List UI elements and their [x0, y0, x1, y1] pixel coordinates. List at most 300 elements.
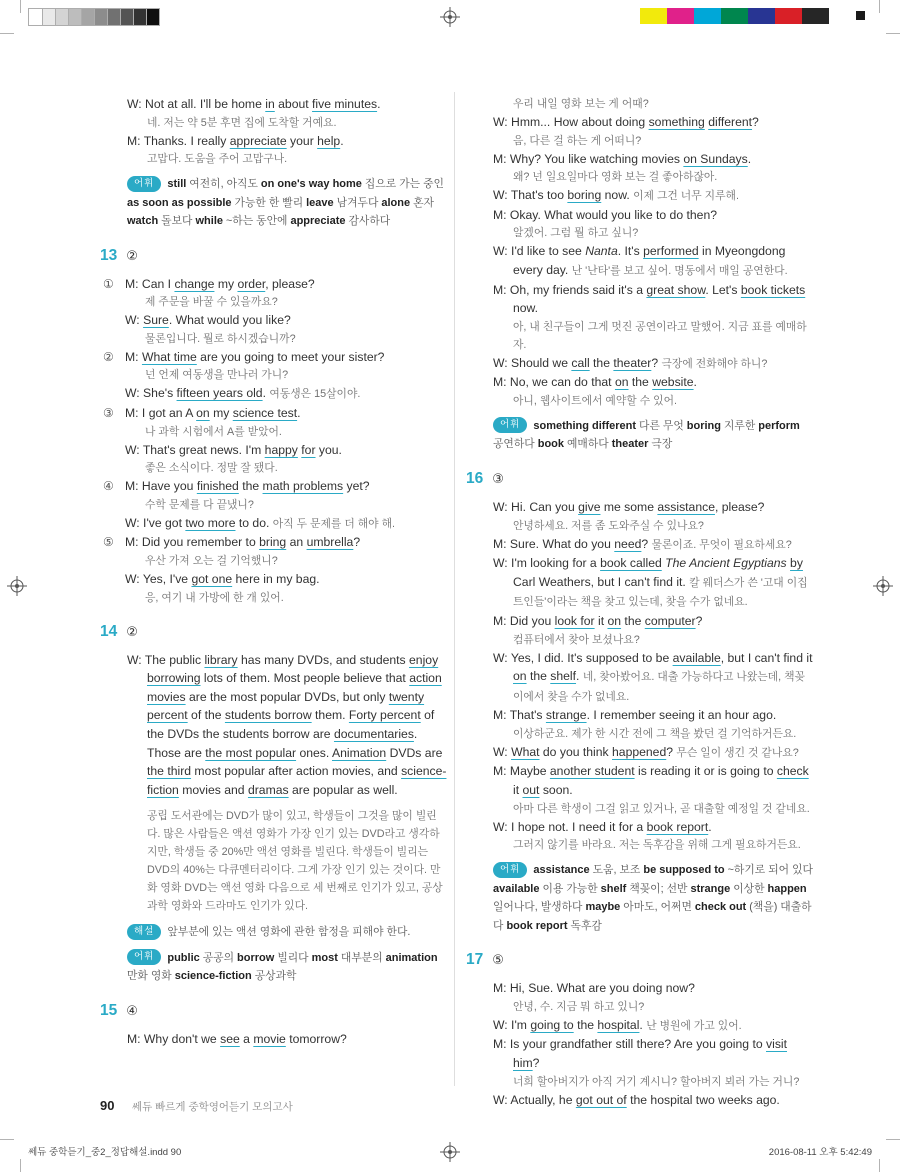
text-segment: M: Can I [125, 276, 175, 291]
text-segment: the [238, 479, 263, 494]
underlined-phrase: strange [545, 708, 587, 723]
text-segment: . [262, 386, 270, 401]
text-segment: . [377, 97, 381, 111]
registration-mark-icon [7, 576, 27, 596]
text-segment: are you going to meet your sister? [196, 349, 385, 364]
text-segment: the hospital two weeks ago. [626, 1092, 780, 1107]
text-segment: 독후감 [567, 919, 602, 932]
question-header [466, 469, 813, 489]
book-title: 쎄듀 빠르게 중학영어듣기 모의고사 [131, 1101, 293, 1113]
color-swatch [802, 8, 829, 24]
underlined-phrase: What [511, 744, 540, 759]
text-segment: 아마도, 어쩌면 [620, 901, 695, 914]
text-segment: of the DVDs the students borrow are [147, 708, 435, 741]
registration-mark-icon [440, 7, 460, 27]
text-segment: W: That's too [493, 188, 568, 203]
question-number: 16 [466, 469, 484, 487]
korean-translation: 아, 내 친구들이 그게 멋진 공연이라고 말했어. 지금 표를 예매하자. [513, 320, 807, 351]
underlined-phrase: Animation [331, 745, 387, 760]
grayscale-swatch [94, 9, 107, 25]
grayscale-swatch [68, 9, 81, 25]
text-segment: movies and [178, 782, 248, 797]
dialogue-line-english [466, 281, 813, 318]
text-segment: 칼 웨더스가 쓴 '고대 이집트인들'이라는 책을 찾고 있는데, 찾을 수가 없네요. [513, 576, 808, 609]
dialogue-line-english [100, 651, 447, 800]
text-segment: 이제 그건 너무 지루해. [633, 190, 739, 203]
text-segment: W: [493, 744, 512, 759]
color-swatch [775, 8, 802, 24]
grayscale-calibration-bar [28, 8, 160, 26]
text-segment: W: I'm looking for a [493, 556, 601, 571]
underlined-phrase: different [708, 115, 753, 129]
registration-mark-icon [873, 576, 893, 596]
grayscale-swatch [120, 9, 133, 25]
text-segment: . What would you like? [168, 313, 291, 328]
korean-translation: 이상하군요. 제가 한 시간 전에 그 책을 봤던 걸 기억하거든요. [513, 727, 797, 740]
text-segment: 지루한 [720, 419, 759, 432]
text-segment: 만화 영화 [127, 970, 175, 983]
underlined-phrase: documentaries [333, 727, 414, 741]
underlined-phrase: boring [567, 188, 602, 203]
crop-mark [20, 1159, 21, 1172]
korean-translation: 제 주문을 바꿀 수 있을까요? [145, 296, 278, 309]
vocab-term: something different [533, 419, 637, 432]
text-segment: 공연하다 [493, 438, 538, 451]
text-segment: W: Should we [493, 355, 572, 370]
right-column [466, 95, 813, 1109]
text-segment: 가능한 한 빨리 [231, 196, 307, 209]
text-segment: do you think [539, 744, 613, 759]
text-segment: the [526, 669, 551, 684]
text-segment: M: Oh, my friends said it's a [493, 282, 647, 297]
text-segment: M: No, we can do that [493, 375, 615, 390]
text-segment: . [708, 819, 712, 834]
underlined-phrase: by [790, 556, 803, 571]
underlined-phrase: appreciate [229, 133, 287, 148]
explanation-badge: 해설 [127, 924, 161, 940]
underlined-phrase: umbrella [306, 535, 354, 550]
underlined-phrase: got out of [575, 1092, 627, 1107]
vocab-term: perform [758, 419, 800, 432]
text-segment: the [621, 613, 645, 628]
dialogue-line-english [466, 706, 813, 725]
text-segment: ~하기로 되어 있다 [724, 864, 813, 877]
text-segment: M: Okay. What would you like to do then? [493, 207, 717, 222]
choice-item [100, 275, 447, 348]
text-segment: 아직 두 문제를 더 해야 해. [272, 517, 396, 530]
text-segment: . Those are [147, 727, 418, 760]
dialogue-line-english [466, 206, 813, 225]
text-segment: the [573, 1017, 598, 1032]
question-number: 14 [100, 622, 118, 640]
text-segment: 감사하다 [345, 215, 391, 228]
text-segment: , but I can't find it [720, 650, 813, 665]
vocab-badge: 어휘 [493, 417, 527, 433]
dialogue-line-english [125, 477, 447, 496]
color-swatch [721, 8, 748, 24]
dialogue-line-english [100, 132, 447, 151]
text-segment: here in my bag. [232, 572, 320, 587]
grayscale-swatch [42, 9, 55, 25]
grayscale-swatch [107, 9, 120, 25]
text-segment: W: The public [127, 652, 205, 667]
text-segment: ones. [296, 745, 332, 760]
left-column [100, 95, 447, 1048]
dialogue-line-english [466, 373, 813, 392]
text-segment: to do. [235, 515, 273, 530]
vocab-term: be supposed to [643, 864, 725, 877]
underlined-phrase: assistance [657, 499, 715, 514]
text-segment: M: That's [493, 708, 546, 723]
text-segment: M: [125, 349, 142, 364]
text-segment: 물론이죠. 무엇이 필요하세요? [651, 538, 792, 551]
underlined-phrase: for [301, 442, 316, 457]
underlined-phrase: check [776, 764, 809, 779]
korean-translation: 공립 도서관에는 DVD가 많이 있고, 학생들이 그것을 많이 빌린다. 많은 사람들은 액션 영화가 가장 인기 있는 DVD라고 생각하지만, 학생들 중 20%만 액션 영화를 빌린다. 학생들이 빌리는 DVD의 40%는 다큐멘터리이다. 그게 가장 인기 있는 것이다. 만화 영화 DVD는 액션 영화 다음으로 세 번째로 인기가 있고, 공상과학 영화와 드라마도 인기가 있다. [147, 810, 443, 913]
underlined-phrase: give [578, 499, 601, 514]
choice-content [125, 404, 447, 477]
vocab-term: shelf [600, 882, 627, 895]
text-segment: 일어나다, 발생하다 [493, 901, 586, 914]
underlined-phrase: performed [643, 244, 699, 259]
text-segment: is reading it or is going to [634, 764, 777, 779]
korean-translation: 넌 언제 여동생을 만나러 가니? [145, 369, 289, 382]
korean-translation: 알겠어. 그럼 뭘 하고 싶니? [513, 227, 639, 240]
text-segment: (책을) 대출하다 [493, 901, 812, 932]
underlined-phrase: Sure [143, 313, 169, 328]
text-segment: 극장 [648, 438, 673, 451]
text-segment: tomorrow? [285, 1031, 347, 1046]
question-number: 17 [466, 951, 484, 969]
underlined-phrase: got one [191, 572, 233, 587]
vocab-badge: 어휘 [493, 862, 527, 878]
text-segment: it [594, 613, 608, 628]
text-segment: yet? [343, 479, 370, 494]
dialogue-line-english [466, 979, 813, 998]
color-swatch [640, 8, 667, 24]
text-segment: W: I'd like to see [493, 244, 586, 259]
imprint-filename: 쎄듀 중학듣기_중2_정답해설.indd 90 [28, 1147, 182, 1158]
text-segment: W: Not at all. I'll be home [127, 97, 266, 111]
vocab-term: alone [381, 196, 411, 209]
text-segment: M: Have you [125, 479, 197, 494]
underlined-phrase: change [174, 276, 215, 291]
korean-translation: 좋은 소식이다. 정말 잘 됐다. [145, 462, 278, 475]
vocab-term: maybe [585, 901, 621, 914]
korean-translation: 왜? 넌 일요일마다 영화 보는 걸 좋아하잖아. [513, 171, 718, 184]
text-segment: 난 병원에 가고 있어. [646, 1019, 742, 1032]
text-segment: M: Why? You like watching movies [493, 151, 684, 166]
text-segment: W: Hi. Can you [493, 499, 579, 514]
text-segment: W: She's [125, 386, 177, 401]
vocab-term: while [195, 215, 223, 228]
dialogue-line-english [466, 554, 813, 612]
text-segment: my [209, 406, 233, 421]
choice-number: ① [103, 276, 114, 291]
text-segment: your [286, 133, 318, 148]
choice-number: ③ [103, 406, 114, 421]
vocab-term: on one's way home [260, 178, 362, 191]
answer-choice-mark: ② [126, 623, 138, 639]
underlined-phrase: happy [264, 442, 298, 457]
text-segment: has many DVDs, and students [237, 652, 410, 667]
korean-translation: 응, 여기 내 가방에 한 개 있어. [145, 591, 284, 604]
column-divider [454, 92, 455, 1086]
text-segment: M: Thanks. I really [127, 133, 230, 148]
color-swatch [694, 8, 721, 24]
underlined-phrase: bring [259, 535, 287, 550]
text-segment: 이상한 [730, 882, 768, 895]
choice-content [125, 275, 447, 348]
text-segment: 대부분의 [337, 951, 386, 964]
grayscale-swatch [133, 9, 146, 25]
korean-translation: 네. 저는 약 5분 후면 집에 도착할 거예요. [147, 116, 337, 129]
choice-content [125, 477, 447, 533]
underlined-phrase: great show [646, 282, 706, 297]
text-segment: W: Yes, I've [125, 572, 192, 587]
text-segment: W: Hmm... How about doing [493, 115, 649, 129]
korean-translation: 안녕, 수. 지금 뭐 하고 있니? [513, 1000, 645, 1013]
text-segment: an [286, 535, 307, 550]
dialogue-line-english [466, 498, 813, 517]
text-segment: . It's [617, 244, 644, 259]
text-segment: 다른 무엇 [636, 419, 687, 432]
explanation-block [100, 923, 447, 942]
question-header [100, 622, 447, 642]
underlined-phrase: students borrow [224, 708, 312, 723]
choice-content [125, 533, 447, 606]
underlined-phrase: visit him [513, 1037, 788, 1071]
text-segment: M: Why don't we [127, 1031, 221, 1046]
text-segment: M: I got an A [125, 406, 197, 421]
text-segment: soon. [539, 783, 573, 798]
text-segment: M: Sure. What do you [493, 536, 615, 551]
text-segment: W: Actually, he [493, 1092, 576, 1107]
text-segment: . [576, 669, 583, 684]
underlined-phrase: book report [646, 819, 709, 834]
underlined-phrase: math problems [262, 479, 344, 494]
korean-translation: 우리 내일 영화 보는 게 어때? [513, 98, 649, 110]
registration-mark-icon [440, 1142, 460, 1162]
korean-translation: 안녕하세요. 저를 좀 도와주실 수 있나요? [513, 519, 704, 532]
vocab-term: leave [306, 196, 334, 209]
underlined-phrase: finished [196, 479, 239, 494]
text-segment: 무슨 일이 생긴 것 같나요? [676, 746, 799, 759]
dialogue-line-english [125, 311, 447, 330]
text-segment: 도움, 보조 [589, 864, 644, 877]
underlined-phrase: available [672, 650, 721, 665]
vocab-block [100, 949, 447, 986]
text-segment: , please? [714, 499, 765, 514]
text-segment: 이용 가능한 [539, 882, 601, 895]
underlined-phrase: on Sundays [683, 151, 748, 166]
vocab-term: appreciate [290, 215, 346, 228]
vocab-term: as soon as possible [127, 196, 232, 209]
text-segment: 돌보다 [158, 215, 196, 228]
dialogue-line-english [100, 1030, 447, 1049]
korean-translation: 그러지 않기를 바라요. 저는 독후감을 위해 그게 필요하거든요. [513, 839, 801, 852]
underlined-phrase: hospital [597, 1017, 640, 1032]
crop-mark [886, 33, 900, 34]
underlined-phrase: computer [644, 613, 696, 628]
question-header [100, 246, 447, 266]
text-segment: a [239, 1031, 254, 1046]
text-segment: W: I've got [125, 515, 186, 530]
text-segment: now. [601, 188, 634, 203]
dialogue-line-english [466, 1016, 813, 1036]
crop-mark [0, 33, 14, 34]
underlined-phrase: order [237, 276, 266, 291]
underlined-phrase: book called [600, 556, 662, 571]
underlined-phrase: theater [613, 355, 652, 370]
choice-item [100, 533, 447, 606]
text-segment: 네, 찾아봤어요. 대출 가능하다고 나왔는데, 책꽂이에서 찾을 수가 없네요. [513, 671, 805, 703]
korean-translation: 아마 다른 학생이 그걸 읽고 있거나, 곧 대출할 예정일 것 같네요. [513, 802, 810, 815]
choice-content [125, 348, 447, 404]
underlined-phrase: book tickets [740, 282, 806, 297]
crop-mark [0, 1139, 14, 1140]
question-header [466, 950, 813, 970]
text-segment: now. [513, 301, 539, 316]
korean-translation: 우산 가져 오는 걸 기억했니? [145, 555, 278, 568]
text-segment: M: Maybe [493, 764, 550, 779]
choice-item [100, 348, 447, 404]
text-segment: my [214, 276, 238, 291]
dialogue-line-english [125, 514, 447, 534]
underlined-phrase: on [614, 375, 629, 390]
dialogue-line-english [125, 533, 447, 552]
text-segment: ? [641, 536, 652, 551]
text-segment: . [747, 151, 752, 166]
text-segment: W: I'm [493, 1017, 531, 1032]
text-segment: Carl Weathers, but I can't find it. [513, 574, 690, 589]
text-segment: 책꽂이; 선반 [626, 882, 691, 895]
vocab-term: boring [686, 419, 721, 432]
text-segment: 공상과학 [251, 970, 297, 983]
text-segment: 여동생은 15살이야. [269, 388, 361, 401]
dialogue-line-english [125, 348, 447, 367]
underlined-phrase: help [317, 133, 341, 148]
text-segment: me some [600, 499, 658, 514]
page-number: 90 [100, 1098, 115, 1113]
korean-translation: 컴퓨터에서 찾아 보셨나요? [513, 633, 640, 646]
text-segment: DVDs are [386, 745, 443, 760]
text-segment: about [274, 97, 313, 111]
underlined-phrase: call [571, 355, 590, 370]
choice-item [100, 404, 447, 477]
text-segment: 빌리다 [274, 951, 312, 964]
dialogue-line-english [100, 95, 447, 114]
dialogue-line-english [466, 818, 813, 837]
underlined-phrase: science-fiction [147, 764, 447, 797]
text-segment: 혼자 [410, 196, 434, 209]
text-segment: The Ancient Egyptians [665, 556, 787, 571]
color-bar-mini-square [856, 11, 865, 20]
dialogue-line-english [466, 113, 813, 132]
dialogue-line-english [125, 441, 447, 460]
text-segment: 여전히, 아직도 [186, 178, 261, 191]
text-segment: W: I hope not. I need it for a [493, 819, 647, 834]
dialogue-line-english [466, 743, 813, 763]
underlined-phrase: What time [141, 349, 197, 364]
choice-item [100, 477, 447, 533]
choice-number: ⑤ [103, 535, 114, 550]
text-segment: , please? [265, 276, 315, 291]
underlined-phrase: happened [612, 744, 667, 759]
imprint-timestamp: 2016-08-11 오후 5:42:49 [768, 1147, 872, 1158]
vocab-term: borrow [237, 951, 275, 964]
vocab-term: book [537, 438, 564, 451]
underlined-phrase: out [522, 783, 540, 798]
text-segment: in Myeongdong every day. [513, 244, 786, 277]
underlined-phrase: science test [232, 406, 298, 421]
underlined-phrase: in [265, 97, 275, 111]
vocab-term: public [167, 951, 200, 964]
grayscale-swatch [29, 9, 42, 25]
text-segment: 예매하다 [564, 438, 612, 451]
underlined-phrase: library [204, 652, 238, 667]
vocab-term: available [493, 882, 540, 895]
underlined-phrase: on [196, 406, 210, 421]
dialogue-line-english [466, 150, 813, 169]
text-segment: most popular after action movies, and [191, 764, 402, 779]
vocab-block [466, 417, 813, 454]
underlined-phrase: dramas [247, 782, 289, 797]
underlined-phrase: on [607, 613, 622, 628]
korean-translation: 나 과학 시험에서 A를 받았어. [145, 425, 282, 438]
korean-translation: 물론입니다. 뭘로 하시겠습니까? [145, 332, 296, 345]
underlined-phrase: five minutes [312, 97, 378, 111]
korean-translation: 수학 문제를 다 끝냈니? [145, 498, 254, 511]
dialogue-line-english [466, 242, 813, 280]
text-segment: 공공의 [199, 951, 238, 964]
text-segment: M: Did you [493, 613, 555, 628]
text-segment: ? [695, 613, 703, 628]
korean-translation: 아니, 웹사이트에서 예약할 수 있어. [513, 394, 678, 407]
underlined-phrase: need [614, 536, 642, 551]
answer-choice-mark: ⑤ [492, 952, 504, 968]
underlined-phrase: two more [185, 515, 236, 530]
text-segment: . [340, 133, 344, 148]
dialogue-line-english [125, 275, 447, 294]
text-segment: . [297, 406, 301, 421]
underlined-phrase: the third [147, 764, 192, 779]
question-number: 13 [100, 246, 118, 264]
dialogue-line-english [466, 762, 813, 799]
answer-choice-mark: ④ [126, 1002, 138, 1018]
text-segment: . I remember seeing it an hour ago. [586, 708, 777, 723]
crop-mark [886, 1139, 900, 1140]
text-segment: W: That's great news. I'm [125, 442, 265, 457]
dialogue-line-english [466, 649, 813, 707]
text-segment: it [513, 783, 523, 798]
underlined-phrase: shelf [550, 669, 577, 684]
underlined-phrase: movie [253, 1031, 286, 1046]
dialogue-line-english [466, 186, 813, 206]
dialogue-line-english [466, 1035, 813, 1072]
text-segment: of the [187, 708, 225, 723]
text-segment: are popular as well. [288, 782, 398, 797]
grayscale-swatch [146, 9, 159, 25]
dialogue-line-english [125, 570, 447, 589]
korean-translation: 고맙다. 도움을 주어 고맙구나. [147, 153, 288, 166]
text-segment: the [589, 355, 614, 370]
vocab-term: book report [506, 919, 568, 932]
vocab-term: theater [611, 438, 649, 451]
text-segment: M: Hi, Sue. What are you doing now? [493, 981, 695, 996]
crop-mark [20, 0, 21, 13]
underlined-phrase: fifteen years old [176, 386, 263, 401]
